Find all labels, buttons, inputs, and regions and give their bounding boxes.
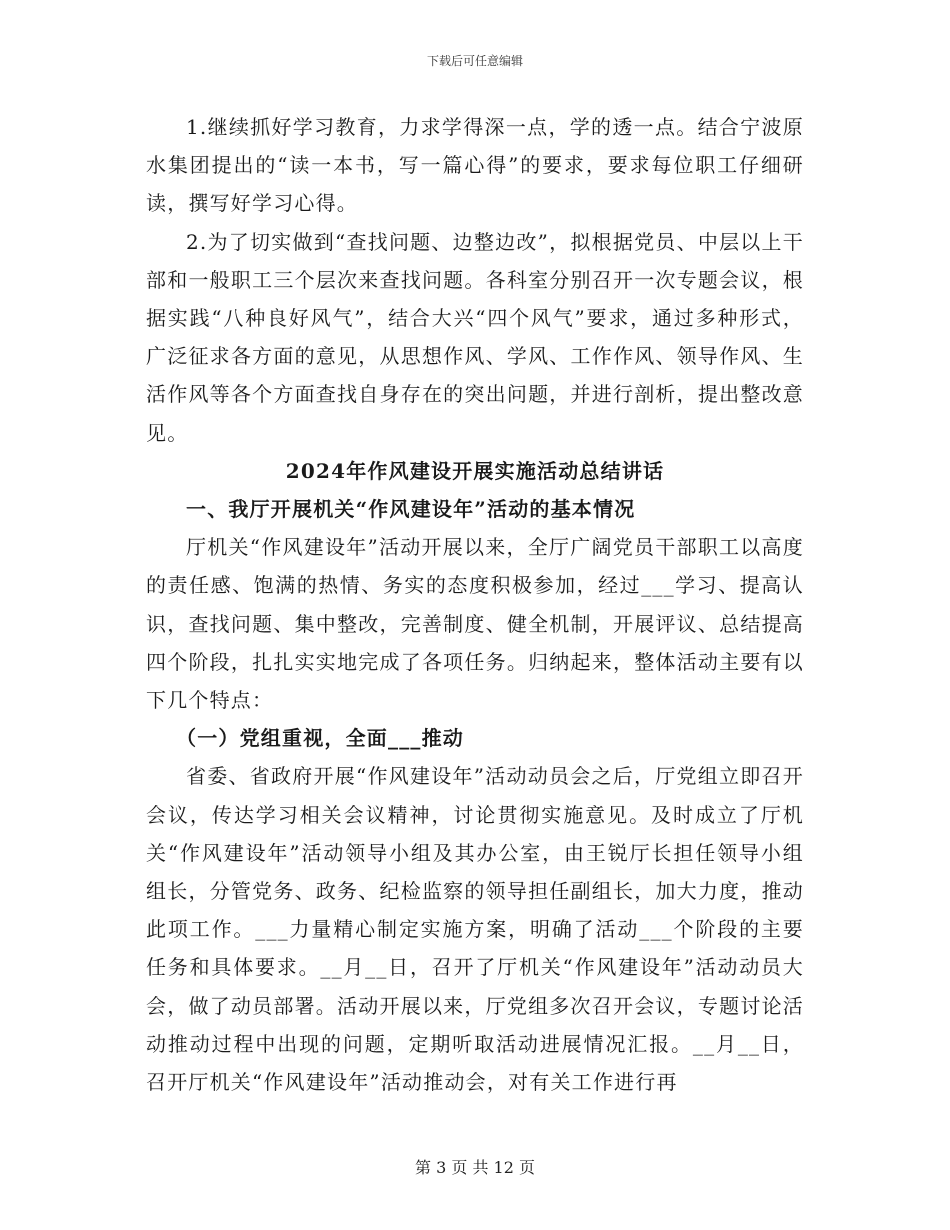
document-body: [146, 108, 804, 1101]
section-intro-paragraph: 厅机关“作风建设年”活动开展以来，全厅广阔党员干部职工以高度的责任感、饱满的热情、务实的态度积极参加，经过___学习、提高认识，查找问题、集中整改，完善制度、健全机制，开展评议、总结提高四个阶段，扎扎实实地完成了各项任务。归纳起来，整体活动主要有以下几个特点：: [146, 535, 804, 713]
paragraph-item-1: 1.继续抓好学习教育，力求学得深一点，学的透一点。结合宁波原水集团提出的“读一本书，写一篇心得”的要求，要求每位职工仔细研读，撰写好学习心得。: [146, 115, 804, 216]
page-header: 下载后可任意编辑: [426, 54, 523, 68]
document-title: 2024年作风建设开展实施活动总结讲话: [285, 458, 665, 483]
subsection-heading: （一）党组重视，全面___推动: [176, 726, 464, 751]
section-heading: 一、我厅开展机关“作风建设年”活动的基本情况: [186, 497, 636, 522]
subsection-paragraph: 省委、省政府开展“作风建设年”活动动员会之后，厅党组立即召开会议，传达学习相关会议精神，讨论贯彻实施意见。及时成立了厅机关“作风建设年”活动领导小组及其办公室，由王锐厅长担任领导小组组长，分管党务、政务、纪检监察的领导担任副组长，加大力度，推动此项工作。___力量精心制定实施方案，明确了活动___个阶段的主要任务和具体要求。__月__日，召开了厅机关“作风建设年”活动动员大会，做了动员部署。活动开展以来，厅党组多次召开会议，专题讨论活动推动过程中出现的问题，定期听取活动进展情况汇报。__月__日，召开厅机关“作风建设年”活动推动会，对有关工作进行再: [146, 764, 804, 1095]
paragraph-item-2: 2.为了切实做到“查找问题、边整边改”，拟根据党员、中层以上干部和一般职工三个层次来查找问题。各科室分别召开一次专题会议，根据实践“八种良好风气”，结合大兴“四个风气”要求，通过多种形式，广泛征求各方面的意见，从思想作风、学风、工作作风、领导作风、生活作风等各个方面查找自身存在的突出问题，并进行剖析，提出整改意见。: [146, 229, 804, 445]
page-number: 第 3 页 共 12 页: [415, 1158, 535, 1177]
